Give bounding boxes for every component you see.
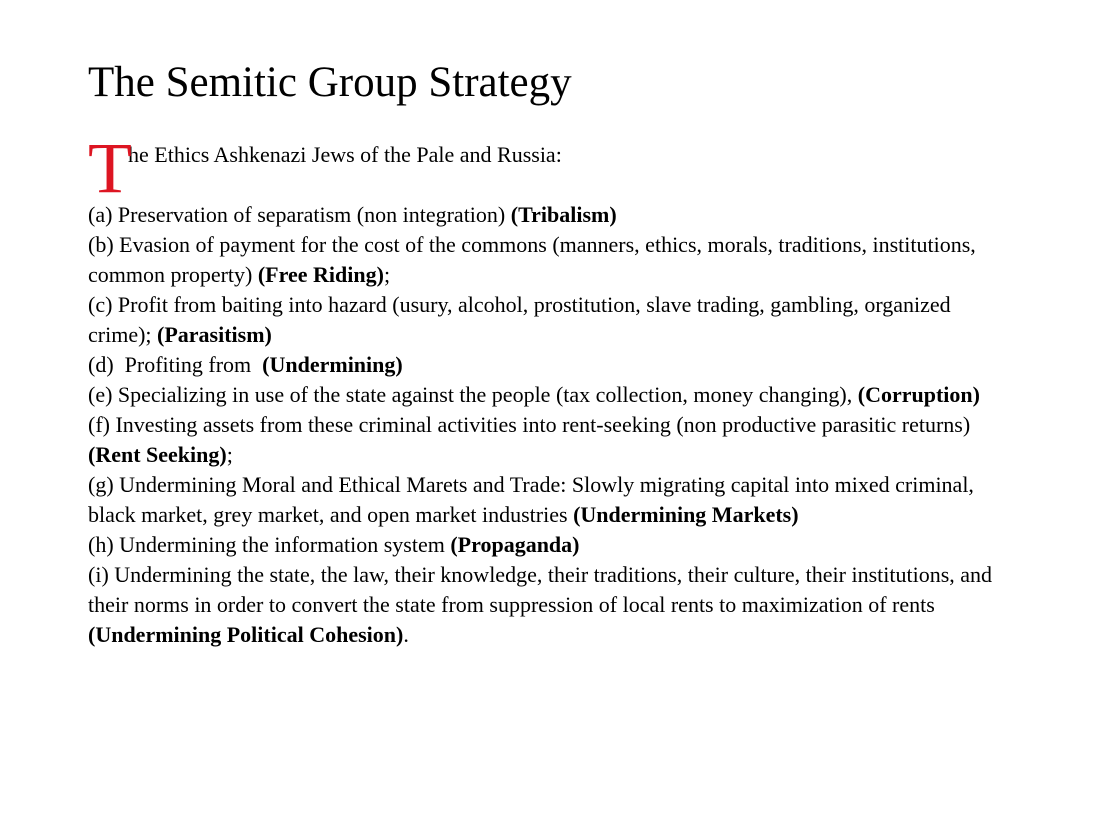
list-item [88, 350, 1010, 380]
strategy-list [88, 200, 1010, 650]
dropcap-letter: T [88, 128, 132, 208]
list-item [88, 560, 1010, 650]
item-term: (Propaganda) [450, 532, 580, 557]
item-term: (Free Riding) [257, 262, 384, 287]
intro-text: he Ethics Ashkenazi Jews of the Pale and Russia: [128, 142, 562, 167]
list-item [88, 230, 1010, 290]
item-term: (Corruption) [857, 382, 980, 407]
item-text-post: ; [226, 442, 233, 467]
item-term: (Undermining Markets) [573, 502, 799, 527]
item-term: (Parasitism) [157, 322, 272, 347]
item-text: (f) Investing assets from these criminal activities into rent-seeking (non productive parasitic returns) [88, 412, 976, 437]
item-term: (Undermining Political Cohesion) [88, 622, 404, 647]
item-term: (Undermining) [262, 352, 403, 377]
document-body [88, 128, 1010, 650]
list-item [88, 290, 1010, 350]
item-text: (i) Undermining the state, the law, their knowledge, their traditions, their culture, their institutions, and their norms in order to convert the state from suppression of local rents to maximization of rents [88, 562, 998, 617]
item-term: (Tribalism) [510, 202, 617, 227]
item-text: (h) Undermining the information system [88, 532, 451, 557]
list-item [88, 470, 1010, 530]
item-text: (c) Profit from baiting into hazard (usury, alcohol, prostitution, slave trading, gambling, organized crime); [88, 292, 957, 347]
item-text-post: . [403, 622, 409, 647]
item-text: (b) Evasion of payment for the cost of the commons (manners, ethics, morals, traditions, institutions, common property) [88, 232, 982, 287]
page-title: The Semitic Group Strategy [88, 59, 572, 106]
item-text: (e) Specializing in use of the state against the people (tax collection, money changing), [88, 382, 858, 407]
list-item [88, 410, 1010, 470]
list-item [88, 200, 1010, 230]
item-text-post: ; [383, 262, 391, 287]
list-item [88, 530, 1010, 560]
intro-paragraph [88, 128, 1010, 208]
item-text: (d) Profiting from [88, 352, 263, 377]
item-text: (a) Preservation of separatism (non integration) [88, 202, 511, 227]
item-term: (Rent Seeking) [88, 442, 227, 467]
item-text: (g) Undermining Moral and Ethical Marets and Trade: Slowly migrating capital into mixed criminal, black market, grey market, and open market industries [88, 472, 980, 527]
list-item [88, 380, 1010, 410]
